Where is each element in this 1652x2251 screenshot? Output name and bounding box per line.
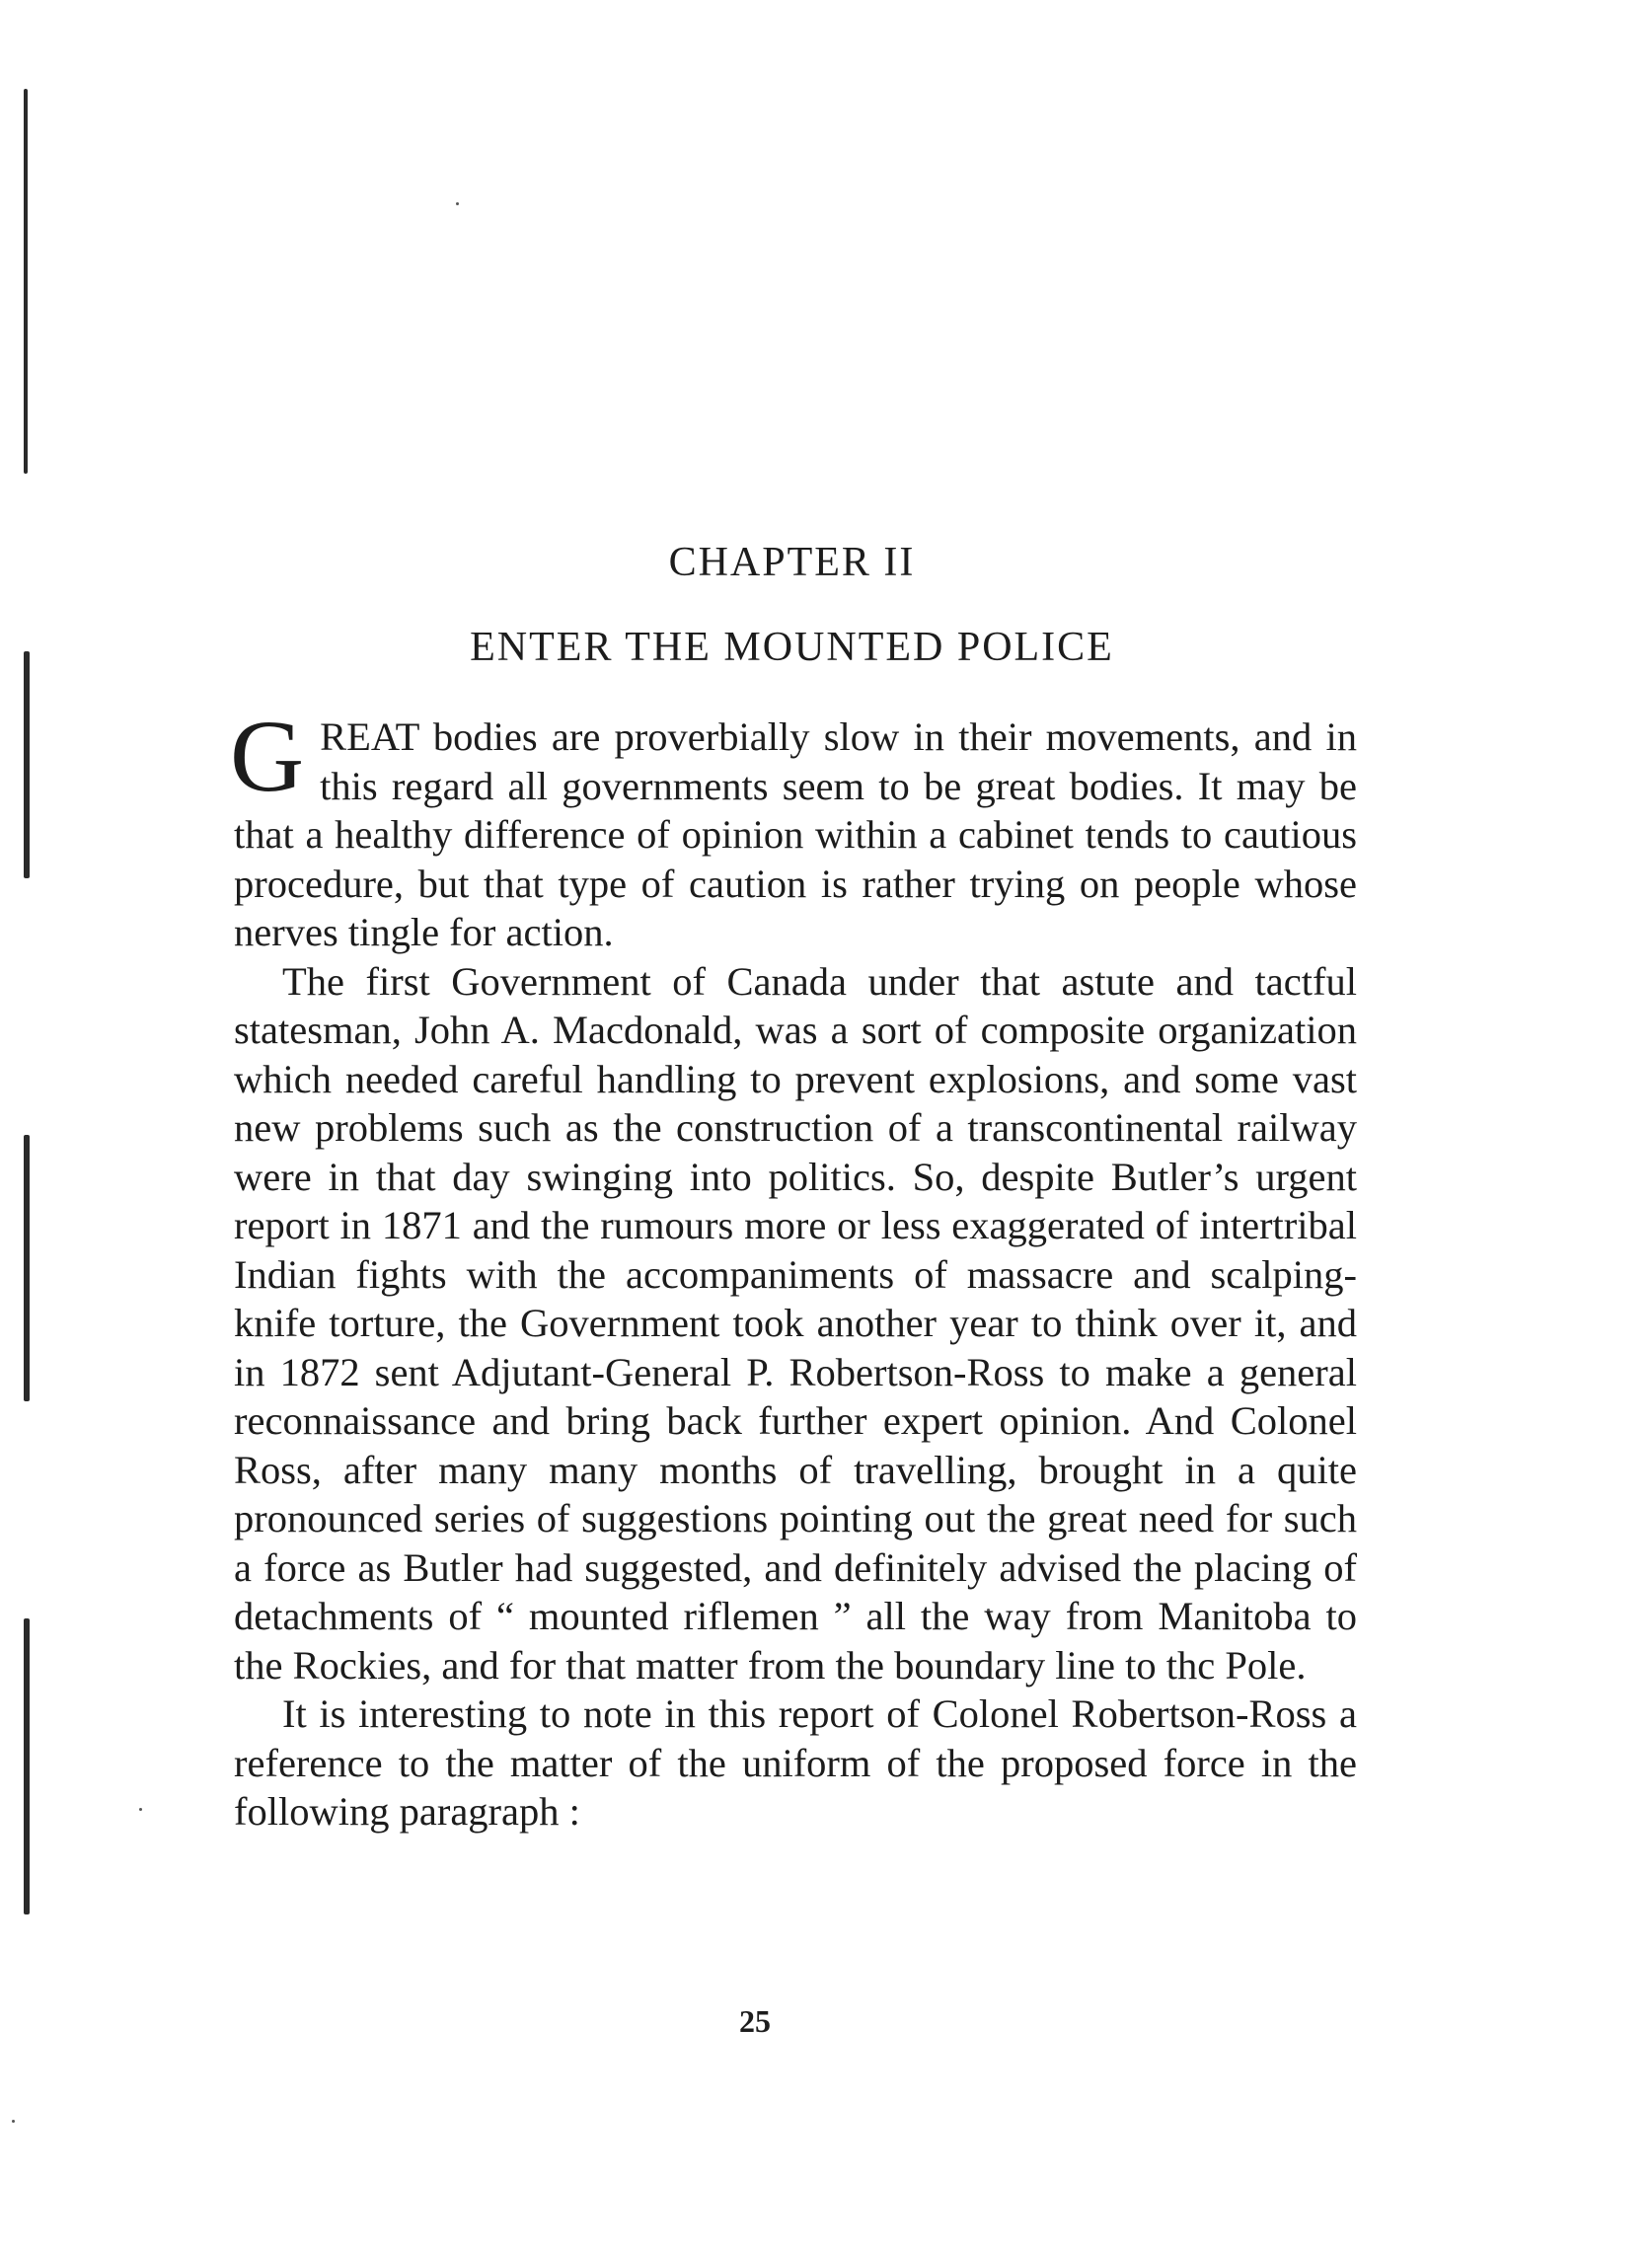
body-text: [230, 700, 1357, 1837]
chapter-label: CHAPTER II: [668, 540, 916, 585]
paragraph-2: The first Government of Canada under that astute and tactful statesman, John A. Macdonald, was a sort of composite organization which needed careful handling to prevent explosions, and some vast new problems such as the construction of a transcontinental railway were in that day swinging into politics. So, despite Butler’s urgent report in 1871 and the rumours more or less exaggerated of intertribal Indian fights with the accompaniments of massacre and scalping-knife torture, the Government took another year to think over it, and in 1872 sent Adjutant-General P. Robertson-Ross to make a general reconnaissance and bring back further expert opinion. And Colonel Ross, after many many months of travelling, brought in a quite pronounced series of suggestions pointing out the great need for such a force as Butler had suggested, and definitely advised the placing of detachments of “ mounted riflemen ” all the way from Manitoba to the Rockies, and for that matter from the boundary line to thc Pole.: [234, 958, 1357, 1688]
scan-speck: [456, 202, 459, 205]
binding-mark: [24, 1135, 30, 1401]
paragraph-1: [230, 700, 1357, 957]
binding-mark: [24, 89, 28, 474]
binding-mark: [24, 1618, 30, 1914]
scan-speck: [139, 1808, 142, 1811]
paragraph-1-text: REAT bodies are proverbially slow in their movements, and in this regard all governments seem to be great bodies. It may be that a healthy difference of opinion within a cabinet tends to cautious procedure, but that type of caution is rather trying on people whose nerves tingle for action.: [234, 714, 1357, 954]
drop-cap: G: [230, 700, 305, 813]
scan-speck: [12, 2120, 15, 2123]
binding-mark: [24, 651, 30, 878]
page-number: 25: [739, 2003, 771, 2039]
chapter-title: ENTER THE MOUNTED POLICE: [470, 625, 1114, 670]
paragraph-3: It is interesting to note in this report of Colonel Robertson-Ross a reference to the matter of the uniform of the proposed force in the following paragraph :: [234, 1691, 1357, 1834]
